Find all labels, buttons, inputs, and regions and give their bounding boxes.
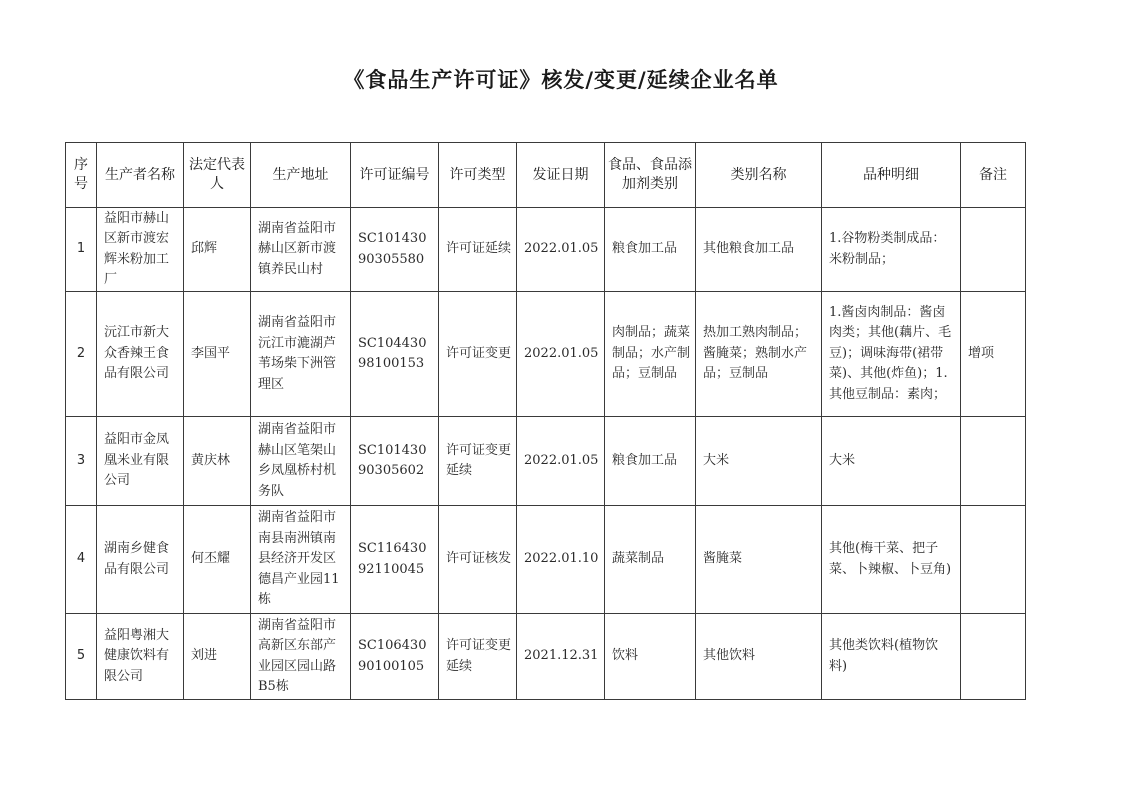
cell-category-name: 酱腌菜 [696,506,822,614]
cell-producer: 益阳市金凤凰米业有限公司 [97,417,184,506]
cell-remark [961,506,1026,614]
cell-producer: 益阳粤湘大健康饮料有限公司 [97,614,184,700]
cell-seq: 1 [66,208,97,292]
cell-food-category: 肉制品；蔬菜制品；水产制品；豆制品 [605,292,696,417]
cell-producer: 益阳市赫山区新市渡宏辉米粉加工厂 [97,208,184,292]
cell-food-category: 粮食加工品 [605,417,696,506]
cell-address: 湖南省益阳市沅江市漉湖芦苇场柴下洲管理区 [251,292,351,417]
cell-seq: 4 [66,506,97,614]
table-row [66,208,1026,292]
cell-address: 湖南省益阳市高新区东部产业园区园山路B5栋 [251,614,351,700]
cell-producer: 沅江市新大众香辣王食品有限公司 [97,292,184,417]
header-address: 生产地址 [251,143,351,208]
table-header-row [66,143,1026,208]
cell-legal-rep: 黄庆林 [184,417,251,506]
cell-producer: 湖南乡健食品有限公司 [97,506,184,614]
cell-license-type: 许可证变更延续 [439,417,517,506]
cell-license-no: SC10143090305580 [351,208,439,292]
table-row [66,417,1026,506]
cell-seq: 5 [66,614,97,700]
cell-category-name: 大米 [696,417,822,506]
header-license-type: 许可类型 [439,143,517,208]
cell-license-type: 许可证延续 [439,208,517,292]
cell-food-category: 粮食加工品 [605,208,696,292]
cell-address: 湖南省益阳市赫山区新市渡镇养民山村 [251,208,351,292]
header-legal-rep: 法定代表人 [184,143,251,208]
cell-issue-date: 2022.01.05 [517,417,605,506]
cell-address: 湖南省益阳市南县南洲镇南县经济开发区德昌产业园11栋 [251,506,351,614]
cell-food-category: 饮料 [605,614,696,700]
cell-legal-rep: 何丕耀 [184,506,251,614]
header-seq: 序号 [66,143,97,208]
header-license-no: 许可证编号 [351,143,439,208]
cell-variety-detail: 1.酱卤肉制品：酱卤肉类；其他(藕片、毛豆)；调味海带(裙带菜)、其他(炸鱼)；1.其他豆制品：素肉； [822,292,961,417]
cell-seq: 3 [66,417,97,506]
cell-address: 湖南省益阳市赫山区笔架山乡凤凰桥村机务队 [251,417,351,506]
cell-issue-date: 2022.01.05 [517,208,605,292]
cell-variety-detail: 大米 [822,417,961,506]
license-table [65,142,1026,700]
cell-license-type: 许可证变更延续 [439,614,517,700]
cell-license-no: SC10143090305602 [351,417,439,506]
cell-remark: 增项 [961,292,1026,417]
header-food-category: 食品、食品添加剂类别 [605,143,696,208]
cell-license-type: 许可证核发 [439,506,517,614]
header-category-name: 类别名称 [696,143,822,208]
cell-food-category: 蔬菜制品 [605,506,696,614]
cell-seq: 2 [66,292,97,417]
cell-legal-rep: 邱辉 [184,208,251,292]
cell-issue-date: 2022.01.10 [517,506,605,614]
cell-variety-detail: 其他类饮料(植物饮料) [822,614,961,700]
document-title: 《食品生产许可证》核发/变更/延续企业名单 [343,68,779,92]
cell-license-no: SC11643092110045 [351,506,439,614]
table-row [66,506,1026,614]
cell-legal-rep: 刘进 [184,614,251,700]
cell-variety-detail: 1.谷物粉类制成品：米粉制品； [822,208,961,292]
cell-category-name: 其他粮食加工品 [696,208,822,292]
table-row [66,614,1026,700]
cell-license-type: 许可证变更 [439,292,517,417]
cell-category-name: 热加工熟肉制品；酱腌菜；熟制水产品；豆制品 [696,292,822,417]
cell-remark [961,614,1026,700]
header-remark: 备注 [961,143,1026,208]
cell-license-no: SC10643090100105 [351,614,439,700]
table-row [66,292,1026,417]
cell-legal-rep: 李国平 [184,292,251,417]
cell-issue-date: 2022.01.05 [517,292,605,417]
cell-license-no: SC10443098100153 [351,292,439,417]
cell-variety-detail: 其他(梅干菜、把子菜、卜辣椒、卜豆角) [822,506,961,614]
header-producer: 生产者名称 [97,143,184,208]
cell-issue-date: 2021.12.31 [517,614,605,700]
header-variety-detail: 品种明细 [822,143,961,208]
cell-category-name: 其他饮料 [696,614,822,700]
cell-remark [961,417,1026,506]
header-issue-date: 发证日期 [517,143,605,208]
cell-remark [961,208,1026,292]
